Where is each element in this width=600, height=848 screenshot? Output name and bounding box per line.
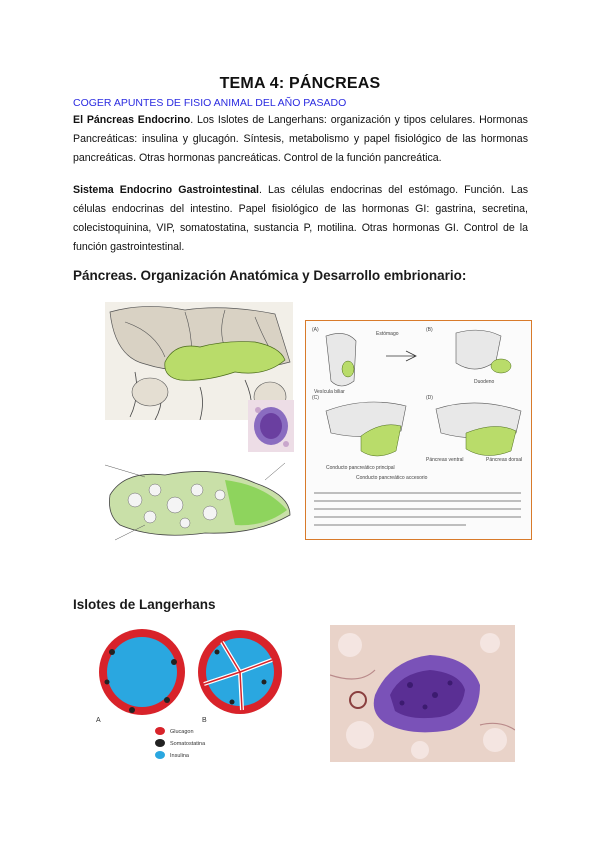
legend-insulin-swatch bbox=[155, 751, 165, 759]
paragraph-gastrointestinal bbox=[73, 181, 528, 257]
embryo-label-dorsal-pancreas: Páncreas dorsal bbox=[486, 457, 523, 463]
embryo-label-d: (D) bbox=[426, 395, 433, 401]
legend-glucagon-label: Glucagon bbox=[170, 729, 194, 735]
paragraph-bold-lead: Sistema Endocrino Gastrointestinal bbox=[73, 184, 259, 196]
embryo-label-main-duct: Conducto pancreático principal bbox=[326, 465, 395, 471]
islet-histology-micrograph bbox=[330, 625, 515, 762]
embryo-label-c: (C) bbox=[312, 395, 319, 401]
section-heading-islets: Islotes de Langerhans bbox=[73, 597, 216, 612]
embryo-label-gallbladder: Vesícula biliar bbox=[314, 389, 345, 395]
paragraph-endocrine-pancreas bbox=[73, 111, 528, 168]
islet-cell-distribution-diagram bbox=[92, 622, 297, 762]
islet-a bbox=[99, 629, 185, 715]
section-heading-anatomy: Páncreas. Organización Anatómica y Desarrollo embrionario: bbox=[73, 268, 467, 283]
islet-histology-thumbnail bbox=[248, 400, 294, 452]
islet-label-b: B bbox=[202, 717, 207, 724]
legend-somatostatin-label: Somatostatina bbox=[170, 741, 206, 747]
legend-somatostatin-swatch bbox=[155, 739, 165, 747]
pancreas-cross-section-illustration bbox=[105, 455, 295, 543]
embryo-label-duodenum: Duodeno bbox=[474, 379, 495, 385]
notes-link[interactable]: COGER APUNTES DE FISIO ANIMAL DEL AÑO PASADO bbox=[73, 97, 347, 109]
embryo-label-ventral-pancreas: Páncreas ventral bbox=[426, 457, 464, 463]
embryo-label-a: (A) bbox=[312, 327, 319, 333]
legend-insulin-label: Insulina bbox=[170, 753, 189, 759]
embryo-label-stomach: Estómago bbox=[376, 331, 399, 337]
embryo-label-b: (B) bbox=[426, 327, 433, 333]
legend-glucagon-swatch bbox=[155, 727, 165, 735]
paragraph-body: . Los Islotes de Langerhans: organización y tipos celulares. Hormonas Pancreáticas: insulina y glucagón. Síntesis, metabolismo y papel fisiológico de las hormonas pancreáticas. Otras hormonas pancreáticas. Control de la función pancreática. bbox=[73, 114, 528, 164]
paragraph-body: . Las células endocrinas del estómago. Función. Las células endocrinas del intestino. Papel fisiológico de las hormonas GI: gastrina, secretina, colecistoquinina, VIP, somatostatina, sustancia P, motilina. Otras hormonas GI. Control de la función gastrointestinal. bbox=[73, 184, 529, 253]
embryo-development-diagram bbox=[305, 320, 532, 540]
embryo-label-accessory-duct: Conducto pancreático accesorio bbox=[356, 475, 428, 481]
islet-label-a: A bbox=[96, 717, 101, 724]
islet-b bbox=[198, 630, 282, 714]
paragraph-bold-lead: El Páncreas Endocrino bbox=[73, 114, 191, 126]
page-title: TEMA 4: PÁNCREAS bbox=[219, 75, 381, 92]
